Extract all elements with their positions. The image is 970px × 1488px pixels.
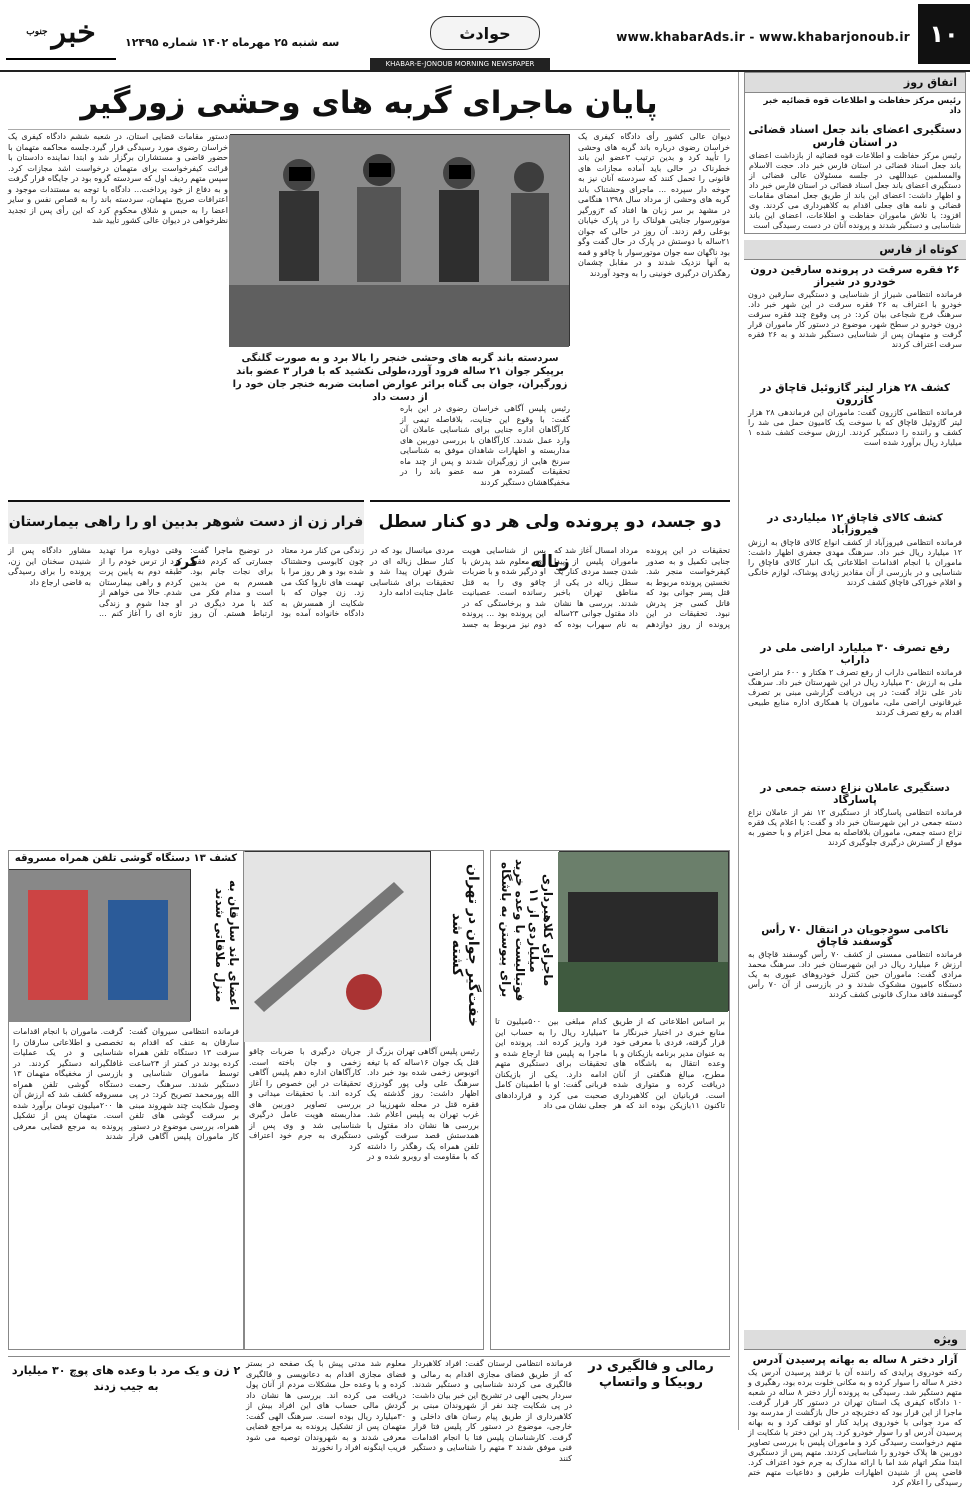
box-heading: اتفاق روز <box>745 73 965 93</box>
main-headline: پایان ماجرای گربه های وحشی زورگیر <box>8 76 730 130</box>
rammal-body1: فرمانده انتظامی لرستان گفت: افراد کلاهبردار که از طریق فضای مجازی اقدام به رمالی و فالگیری می کردند شناسایی و دستگیر شدند. سردار یحیی الهی در تشریح این خبر بیان داشت: در پی شکایت چند نفر از شهروندان مبنی بر کلاهبرداری از طریق پیام رسان های داخلی و خارجی، موضوع در دستور کار پلیس فتا قرار گرفت. کارشناسان پلیس فتا با انجام اقدامات فنی موفق شدند ۳ متهم را شناسایی و دستگیر کنند <box>412 1359 573 1463</box>
rammal-body2: معلوم شد مدتی پیش با یک صفحه در بستر فضای مجازی اقدام به دعانویسی و فالگیری کرده و با وعده حل مشکلات مردم از آنان پول دریافت می کرده اند. بررسی ها نشان داد گردش مالی حساب های این افراد بیش از ۳۰میلیارد ریال بوده است. سرهنگ الهی گفت: متهمان پس از تشکیل پرونده به مراجع قضایی معرفی شدند و به شهروندان توصیه می شود فریب اینگونه افراد را نخورند <box>246 1359 406 1452</box>
main-photo-caption: سردسته باند گربه های وحشی خنجر را بالا برد و به صورت گلنگی برپیکر جوان ۲۱ ساله فرود آورد،طولی نکشید که با فرار ۳ عضو باند زورگیران، جوان بی گناه براثر عوارض اصابت ضربه خنجر جان خود را از دست داد <box>232 353 568 403</box>
football-photo <box>559 851 729 1011</box>
headline: ناکامی سودجویان در انتقال ۷۰ رأس گوسفند قاچاق <box>761 924 949 948</box>
website-urls[interactable]: www.khabarAds.ir - www.khabarjonoub.ir <box>616 30 910 44</box>
intro-line: رئیس مرکز حفاظت و اطلاعات قوه قضائیه خبر داد <box>763 96 961 116</box>
phones-illustration <box>8 870 190 1022</box>
story3-header <box>8 500 364 570</box>
headline: آزار دختر ۸ ساله به بهانه پرسیدن آدرس <box>752 1354 958 1366</box>
knife-box <box>244 850 484 1350</box>
headline: دستگیری عاملان نزاع دسته جمعی در پاسارگاد <box>760 782 950 806</box>
knife-illustration <box>244 852 430 1042</box>
rammal-subheadline: ۲ زن و یک مرد با وعده های پوچ ۳۰ میلیارد به جیب زدند <box>8 1356 244 1426</box>
main-story-col1: دیوان عالی کشور رأی دادگاه کیفری یک خراسان رضوی درباره باند گربه های وحشی را تأیید کرد و بدین ترتیب ۳عضو این باند خطرناک در حالی باید آماده مجازات های قانونی را تحمل کنند که سردسته آنان نیز به جوخه دار سپرده ... ماجرای وحشتناک باند گربه های وحشی از مرداد سال ۱۳۹۸ هنگامی در مشهد بر سر زبان ها افتاد که ۳زورگیر موتورسوار جنایتی هولناک را در پارک خیابان بوعلی رقم زدند. آن روز در حالی که جوان ۲۱ساله با دوستش در پارک در حال گفت وگو بود ناگهان سه جوان موتورسوار با چاقو و قمه به آنها نزدیک شدند و در مقابل چشمان رهگذران درگیری خونینی را به وجود آوردند <box>578 132 730 278</box>
story3-body: زندگی من کنار مرد معتاد چون کابوسی وحشتناک شده بود و هر روز مرا با تهمت های ناروا کتک می زد. زن جوان که با شکایت از همسرش به دادگاه خانواده آمده بود در توضیح ماجرا گفت: جسارتی که کردم فقط برای نجات جانم بود. همسرم به من بدبین است و مدام فکر می کند با مرد دیگری در ارتباط هستم. آن روز وقتی دوباره مرا تهدید کرد از ترس خودم را از طبقه دوم به پایین پرت کردم و راهی بیمارستان شدم. حالا می خواهم از او جدا شوم و زندگی تازه ای را آغاز کنم ... مشاور دادگاه پس از شنیدن سخنان این زن، پرونده را برای رسیدگی به قاضی ارجاع داد <box>8 546 364 618</box>
phones-headline: کشف ۱۳ دستگاه گوشی تلفن همراه مسروقه <box>14 853 238 864</box>
sidebar-box-event <box>744 72 966 234</box>
sidebar-box-special <box>744 1330 966 1487</box>
phones-photo <box>9 869 191 1021</box>
article-body: فرمانده انتظامی ممسنی از کشف ۷۰ رأس گوسفند قاچاق به ارزش ۶ میلیارد ریال در این شهرستان خبر داد. سرهنگ محمد مرادی گفت: ماموران حین کنترل خودروهای عبوری به یک دستگاه کامیون مشکوک شدند و در بازرسی از آن ۷۰ رأس گوسفند فاقد مدارک قانونی کشف کردند <box>748 950 962 999</box>
article-body: فرمانده انتظامی پاسارگاد از دستگیری ۱۲ نفر از عاملان نزاع دسته جمعی در این شهرستان خبر داد و گفت: با اعلام یک فقره نزاع دسته جمعی، ماموران بلافاصله به محل اعزام و با حضور به موقع از گسترش درگیری جلوگیری کردند <box>748 808 963 847</box>
box-heading: کوتاه از فارس <box>744 240 966 260</box>
sidebar <box>738 72 970 1487</box>
tagline: KHABAR-E-JONOUB MORNING NEWSPAPER <box>370 58 550 70</box>
story2-header <box>370 500 730 572</box>
knife-headline: خفت‌گیر جوان در تهران کشته شد <box>449 863 481 1027</box>
football-headline: ماجرای کلاهبرداری میلیاردی از ۱۱ فوتبالیست با وعده خرید برای پیوستن به باشگاه <box>499 858 555 1002</box>
headline: ۲۶ فقره سرقت در پرونده سارقین درون خودرو در شیراز <box>750 264 960 288</box>
headline: دستگیری اعضای باند جعل اسناد قضائی در استان فارس <box>748 123 962 149</box>
logo-sub: جنوب <box>26 27 48 37</box>
suspects-photo-illustration <box>229 135 569 347</box>
phones-box <box>8 850 244 1350</box>
box-heading: ویژه <box>744 1330 966 1350</box>
main-story-col3: رئیس پلیس آگاهی خراسان رضوی در این باره گفت: با وقوع این جنایت، بلافاصله تیمی از کارآگاهان اداره جنایی برای شناسایی عاملان آن وارد عمل شدند. کارآگاهان با بررسی دوربین های مداربسته و اظهارات شاهدان موفق به شناسایی سرنخ هایی از زورگیران شدند و پس از چند ماه تحقیقات گسترده هر سه عضو باند را در مخفیگاهشان دستگیر کردند <box>400 404 570 487</box>
team-photo-illustration <box>558 852 728 1012</box>
article-body: فرمانده انتظامی فیروزآباد از کشف انواع کالای قاچاق به ارزش ۱۲ میلیارد ریال خبر داد. سرهنگ مهدی جعفری اظهار داشت: ماموران با انجام اقدامات اطلاعاتی یک انبار کالای قاچاق را شناسایی و در بازرسی از آن مقادیر زیادی پوشاک، لوازم خانگی و اقلام خوراکی قاچاق کشف کردند <box>748 538 962 587</box>
knife-body: رئیس پلیس آگاهی تهران بزرگ از قتل یک جوان ۱۶ساله که با تیغه اتوبوس زخمی شده بود خبر داد. سرهنگ علی ولی پور گودرزی اظهار داشت: روز گذشته یک فقره قتل در محله شهرزیبا در غرب تهران به پلیس اعلام شد. بررسی ها نشان داد مقتول با همدستش قصد سرقت گوشی تلفن همراه یک رهگذر را داشته که با مقاومت او روبرو شده و در جریان درگیری با ضربات چاقو زخمی و جان باخته است. کارآگاهان اداره دهم پلیس آگاهی تحقیقات در این خصوص را آغاز کرده اند. با تحقیقات میدانی و بررسی تصاویر دوربین های مداربسته هویت عامل درگیری شناسایی شد و وی پس از دستگیری به جرم خود اعتراف کرد <box>249 1047 479 1161</box>
knife-photo <box>245 851 431 1041</box>
story3-headline: فرار زن از دست شوهر بدبین او را راهی بیمارستان کرد <box>8 514 364 570</box>
football-body: بر اساس اطلاعاتی که از طریق منابع خبری در اختیار خبرنگار ما قرار گرفته، فردی با معرفی خود به عنوان مدیر برنامه بازیکنان و با وعده انتقال به باشگاه های مطرح، مبالغ هنگفتی از آنان دریافت کرده و متواری شده است. قربانیان این کلاهبرداری تاکنون ۱۱بازیکن بوده اند که هر کدام مبلغی بین ۵۰۰میلیون تا ۲میلیارد ریال را به حساب این فرد واریز کرده اند. پرونده این ماجرا به پلیس فتا ارجاع شده و تحقیقات برای دستگیری متهم ادامه دارد. یکی از بازیکنان قربانی گفت: او با اطمینان کامل صحبت می کرد و قراردادهای جعلی نشان می داد <box>495 1017 725 1110</box>
page-number: ۱۰ <box>918 4 970 64</box>
logo-text: خبر <box>51 14 96 50</box>
headline: کشف کالای قاچاق ۱۲ میلیاردی در فیروزآباد <box>767 512 943 536</box>
date-issue: سه شنبه ۲۵ مهرماه ۱۴۰۲ شماره ۱۲۴۹۵ <box>125 36 340 49</box>
rammal-box <box>244 1356 730 1463</box>
main-photo <box>230 134 570 346</box>
phones-body: فرمانده انتظامی سیروان گفت: سارقان به عنف که اقدام به سرقت ۱۳ دستگاه تلفن همراه کرده بودند در کمتر از ۲۴ساعت توسط ماموران شناسایی و دستگیر شدند. سرهنگ رحمت الله پورمحمد تصریح کرد: در پی وصول شکایت چند شهروند مبنی بر سرقت گوشی های تلفن همراه، بررسی موضوع در دستور کار ماموران پلیس آگاهی قرار گرفت. ماموران با انجام اقدامات تخصصی و اطلاعاتی سارقان را شناسایی و در یک عملیات غافلگیرانه دستگیر کردند. در بازرسی از مخفیگاه متهمان ۱۳ دستگاه گوشی تلفن همراه مسروقه کشف شد که ارزش آن ها ۲۰۰میلیون تومان برآورد شده است. متهمان پس از تشکیل پرونده به مرجع قضایی معرفی شدند <box>13 1027 239 1141</box>
rammal-headline: رمالی و فالگیری در روبیکا و واتساپ <box>588 1359 714 1390</box>
article-body: رکنه خودروی پرایدی که راننده آن با ترفند پرسیدن آدرس یک دختر ۸ ساله را سوار کرده و به مکانی خلوت برده بود، رهگیری و متهم دستگیر شد. رسیدگی به پرونده آزار دختر ۸ ساله در شعبه ۱۰ دادگاه کیفری یک استان تهران در دستور کار قرار گرفت. ماجرا از این قرار بود که دختربچه در حال بازگشت از مدرسه بود که مرد جوانی با خودروی پراید کنار او توقف کرد و به بهانه پرسیدن آدرس او را سوار خودرو کرد. پدر این دختر با شکایت از متهم درخواست رسیدگی کرد و ماموران پلیس با بررسی تصاویر دوربین ها پلاک خودرو را شناسایی کردند. متهم پس از دستگیری ابتدا منکر اتهام شد اما با ارائه مدارک به جرم خود اعتراف کرد. قاضی پس از شنیدن اظهارات طرفین و دفاعیات متهم ختم رسیدگی را اعلام کرد <box>748 1368 963 1487</box>
story2-body: تحقیقات در این پرونده جنایی تکمیل و به صدور کیفرخواست منجر شد. نخستین پرونده مربوط به قتل پسر جوانی بود که قاتل کسی جز پدرش نبود. تحقیقات در این پرونده از روز دوازدهم مرداد امسال آغاز شد که ماموران پلیس از پیدا شدن جسد مردی کنار یک سطل زباله در یکی از مناطق تهران باخبر شدند. بررسی ها نشان داد مقتول جوانی ۲۳ساله به نام سهراب بوده که پس از شناسایی هویت وی، معلوم شد پدرش با او درگیر شده و با ضربات چاقو وی را به قتل رسانده است. عصبانیت شد و برخاستگی که در این پرونده بود ... پرونده دوم نیز مربوط به جسد مردی میانسال بود که در کنار سطل زباله ای در شرق تهران پیدا شد و تحقیقات برای شناسایی عامل جنایت ادامه دارد <box>370 546 730 629</box>
article-body: فرمانده انتظامی داراب از رفع تصرف ۲ هکتار و ۶۰۰ متر اراضی ملی به ارزش ۳۰ میلیارد ریال در این شهرستان خبر داد. سرهنگ نادر علی نژاد گفت: در پی دریافت گزارشی مبنی بر تصرف غیرقانونی اراضی ملی، ماموران با همکاری اداره منابع طبیعی اقدام به رفع تصرف کردند <box>748 668 963 717</box>
phones-subheadline: اعضای باند سارقان به منزل ملاقاتی شدند <box>213 879 241 1011</box>
sidebar-box-fars <box>744 240 966 1322</box>
headline: رفع تصرف ۳۰ میلیارد اراضی ملی در داراب <box>760 642 950 666</box>
newspaper-logo <box>6 6 116 60</box>
story2-headline: دو جسد، دو پرونده ولی هر دو کنار سطل زباله <box>378 512 722 572</box>
section-label: حوادث <box>430 16 540 50</box>
article-body: رئیس مرکز حفاظت و اطلاعات قوه قضائیه از بازداشت اعضای باند جعل اسناد قضائی در استان فارس خبر داد. حجت الاسلام والمسلمین عبداللهی در جلسه مسئولان عالی قضائی از دستگیری اعضای باند جعل اسناد قضائی در استان فارس خبر داد و اظهار داشت: اعضای این باند از طریق جعل امضای مقامات قضائی و نامه های جعلی اقدام به کلاهبرداری می کردند. وی افزود: با تلاش ماموران حفاظت و اطلاعات، اعضای این باند شناسایی و دستگیر شدند و پرونده آنان در دست رسیدگی است <box>749 151 961 230</box>
football-box <box>490 850 730 1350</box>
article-body: فرمانده انتظامی کازرون گفت: ماموران این فرماندهی ۲۸ هزار لیتر گازوئیل قاچاق که با سوخت یک کامیون حمل می شد را کشف و راننده را دستگیر کردند. ارزش سوخت کشف شده ۱ میلیارد ریال برآورد شده است <box>748 408 962 447</box>
main-story-col2: دستور مقامات قضایی استان، در شعبه ششم دادگاه کیفری یک خراسان رضوی مورد رسیدگی قرار گیرد.جلسه محاکمه متهمان با حضور قاضی و مستشاران برگزار شد و ابتدا نماینده دادستان با قرائت کیفرخواست برای متهمان درخواست اشد مجازات کرد. سپس متهم ردیف اول که سردسته گروه بود در جایگاه قرار گرفت و به دفاع از خود پرداخت... دادگاه با توجه به مستندات موجود و اعترافات صریح متهمان، سردسته باند را به قصاص نفس و سایر اعضا را به حبس و شلاق محکوم کرد که این رأی پس از تجدید نظرخواهی در دیوان عالی کشور تأیید شد <box>8 132 228 225</box>
masthead <box>0 0 970 72</box>
article-body: فرمانده انتظامی شیراز از شناسایی و دستگیری سارقین درون خودرو با اعتراف به ۲۶ فقره سرقت در این شهر خبر داد. سرهنگ فرج شجاعی بیان کرد: در پی وقوع چند فقره سرقت درون خودرو در سطح شهر، موضوع در دستور کار ماموران قرار گرفت و متهمان پس از شناسایی دستگیر شدند و به ۲۶ فقره سرقت اعتراف کردند <box>748 290 962 349</box>
headline: کشف ۲۸ هزار لیتر گازوئیل قاچاق در کازرون <box>760 382 950 406</box>
